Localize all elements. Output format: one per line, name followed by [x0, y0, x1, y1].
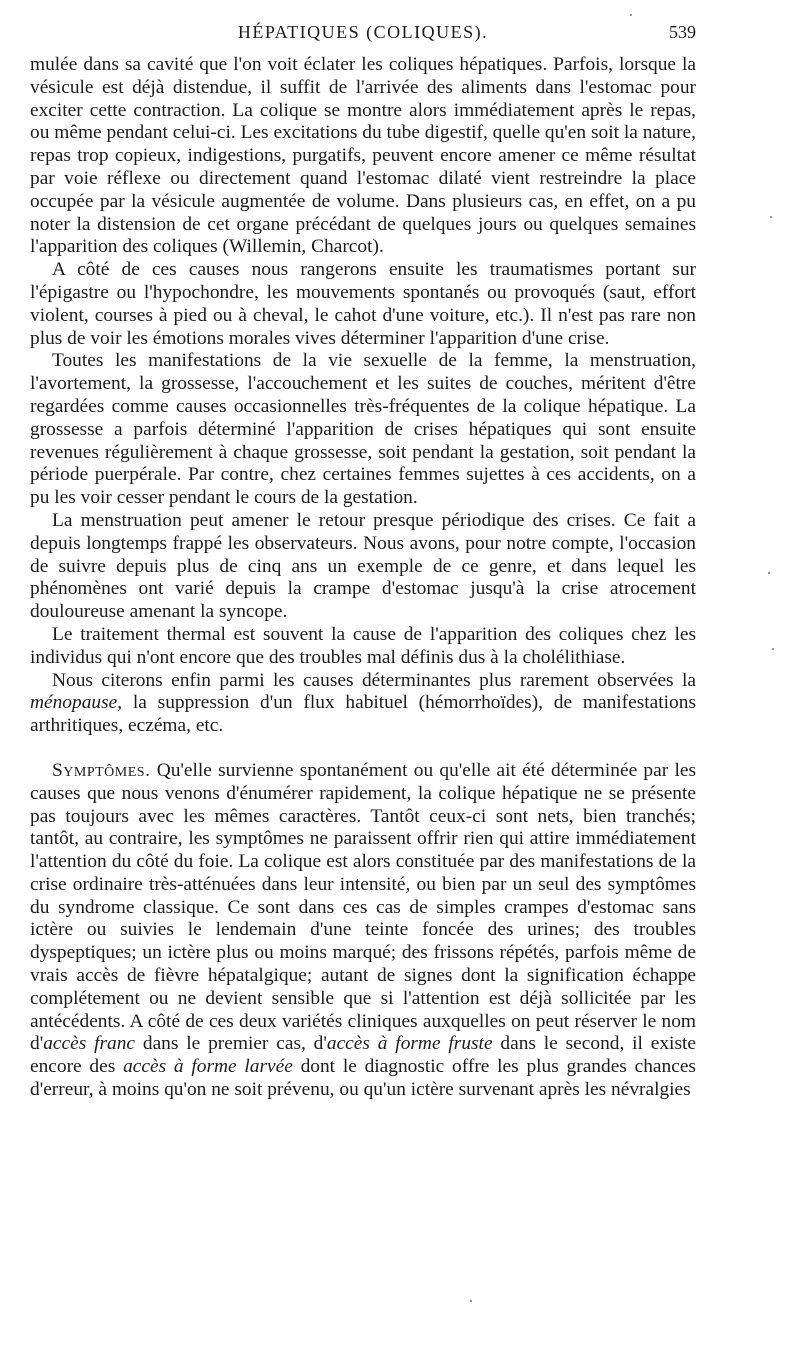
body-text	[30, 54, 696, 1102]
symptomes-after: dont le diagnostic offre les plus grandes chances d'erreur, à moins qu'on ne soit prévenu, ou qu'un ictère survenant après les névralgies	[30, 1056, 696, 1101]
menopause-italic: ménopause	[30, 692, 118, 714]
menopause-before: Nous citerons enfin parmi les causes déterminantes plus rarement observées la	[52, 669, 696, 691]
symptomes-text: Qu'elle survienne spontanément ou qu'elle ait été déterminée par les causes que nous venons d'énumérer rapidement, la colique hépatique ne se présente pas toujours avec les mêmes caractères. Tantôt ceux-ci sont nets, bien tranchés; tantôt, au contraire, les symptômes ne paraissent offrir rien qui attire immédiatement l'attention du côté du foie. La colique est alors constituée par des manifestations de la crise ordinaire très-atténuées dans leur intensité, ou bien par un seul des symptômes du syndrome classique. Ce sont dans ces cas de simples crampes d'estomac sans ictère ou suivies le lendemain d'une teinte foncée des urines; des troubles dyspeptiques; un ictère plus ou moins marqué; des frissons répétés, parfois même de vrais accès de fièvre hépatalgique; autant de signes dont la signification échappe complétement ou ne devient sensible que si l'attention est déjà sollicitée par les antécédents. A côté de ces deux variétés cliniques auxquelles on peut réserver le nom d'	[30, 759, 696, 1055]
paragraph-symptomes	[30, 760, 696, 1102]
paragraph-menopause	[30, 670, 696, 738]
symptomes-mid-2: dans le second, il existe encore des	[30, 1033, 696, 1078]
symptomes-italic-1: accès franc	[43, 1033, 136, 1055]
paragraph-vie-sexuelle: Toutes les manifestations de la vie sexuelle de la femme, la menstruation, l'avortement, la grossesse, l'accouchement et les suites de couches, méritent d'être regardées comme causes occasionnelles très-fréquentes de la colique hépatique. La grossesse a parfois déterminé l'apparition de crises hépatiques qui sont ensuite revenues régulièrement à chaque grossesse, soit pendant la gestation, soit pendant la période puerpérale. Par contre, chez certaines femmes sujettes à ces accidents, on a pu les voir cesser pendant le cours de la gestation.	[30, 350, 696, 509]
running-title: HÉPATIQUES (COLIQUES).	[237, 22, 489, 42]
menopause-after: , la suppression d'un flux habituel (hémorrhoïdes), de manifestations arthritiques, eczéma, etc.	[30, 692, 696, 737]
paragraph-menstruation: La menstruation peut amener le retour presque périodique des crises. Ce fait a depuis longtemps frappé les observateurs. Nous avons, pour notre compte, l'occasion de suivre depuis plus de cinq ans un exemple de ce genre, et dans lequel les phénomènes ont varié depuis la crampe d'estomac jusqu'à la crise atrocement douloureuse amenant la syncope.	[30, 509, 696, 623]
page-header	[30, 22, 696, 54]
book-page	[30, 22, 696, 1102]
scan-speck	[768, 572, 770, 574]
paragraph-traumatismes: A côté de ces causes nous rangerons ensuite les traumatismes portant sur l'épigastre ou l'hypochondre, les mouvements spontanés ou provoqués (saut, effort violent, courses à pied ou à cheval, le cahot d'une voiture, etc.). Il n'est pas rare non plus de voir les émotions morales vives déterminer l'apparition d'une crise.	[30, 259, 696, 349]
paragraph-traitement-thermal: Le traitement thermal est souvent la cause de l'apparition des coliques chez les individus qui n'ont encore que des troubles mal définis dus à la cholélithiase.	[30, 623, 696, 668]
paragraph-continuation: mulée dans sa cavité que l'on voit éclater les coliques hépatiques. Parfois, lorsque la vésicule est déjà distendue, il suffit de l'arrivée des aliments dans l'estomac pour exciter cette contraction. La colique se montre alors immédiatement après le repas, ou même pendant celui-ci. Les excitations du tube digestif, quelle qu'en soit la nature, repas trop copieux, indigestions, purgatifs, peuvent encore amener ce même résultat par voie réflexe ou directement quand l'estomac dilaté vient restreindre la place occupée par la vésicule augmentée de volume. Dans plusieurs cas, en effet, on a pu noter la distension de cet organe précédant de quelques jours ou quelques semaines l'apparition des coliques (Willemin, Charcot).	[30, 54, 696, 258]
scan-speck	[630, 14, 632, 16]
section-heading-symptomes: Symptômes.	[52, 759, 151, 781]
scan-speck	[470, 1300, 472, 1302]
symptomes-italic-2: accès à forme fruste	[326, 1033, 493, 1055]
page-number: 539	[669, 22, 696, 42]
symptomes-italic-3: accès à forme larvée	[123, 1056, 293, 1078]
scan-speck	[772, 648, 774, 650]
symptomes-mid-1: dans le premier cas, d'	[135, 1033, 327, 1055]
scan-speck	[770, 216, 772, 218]
